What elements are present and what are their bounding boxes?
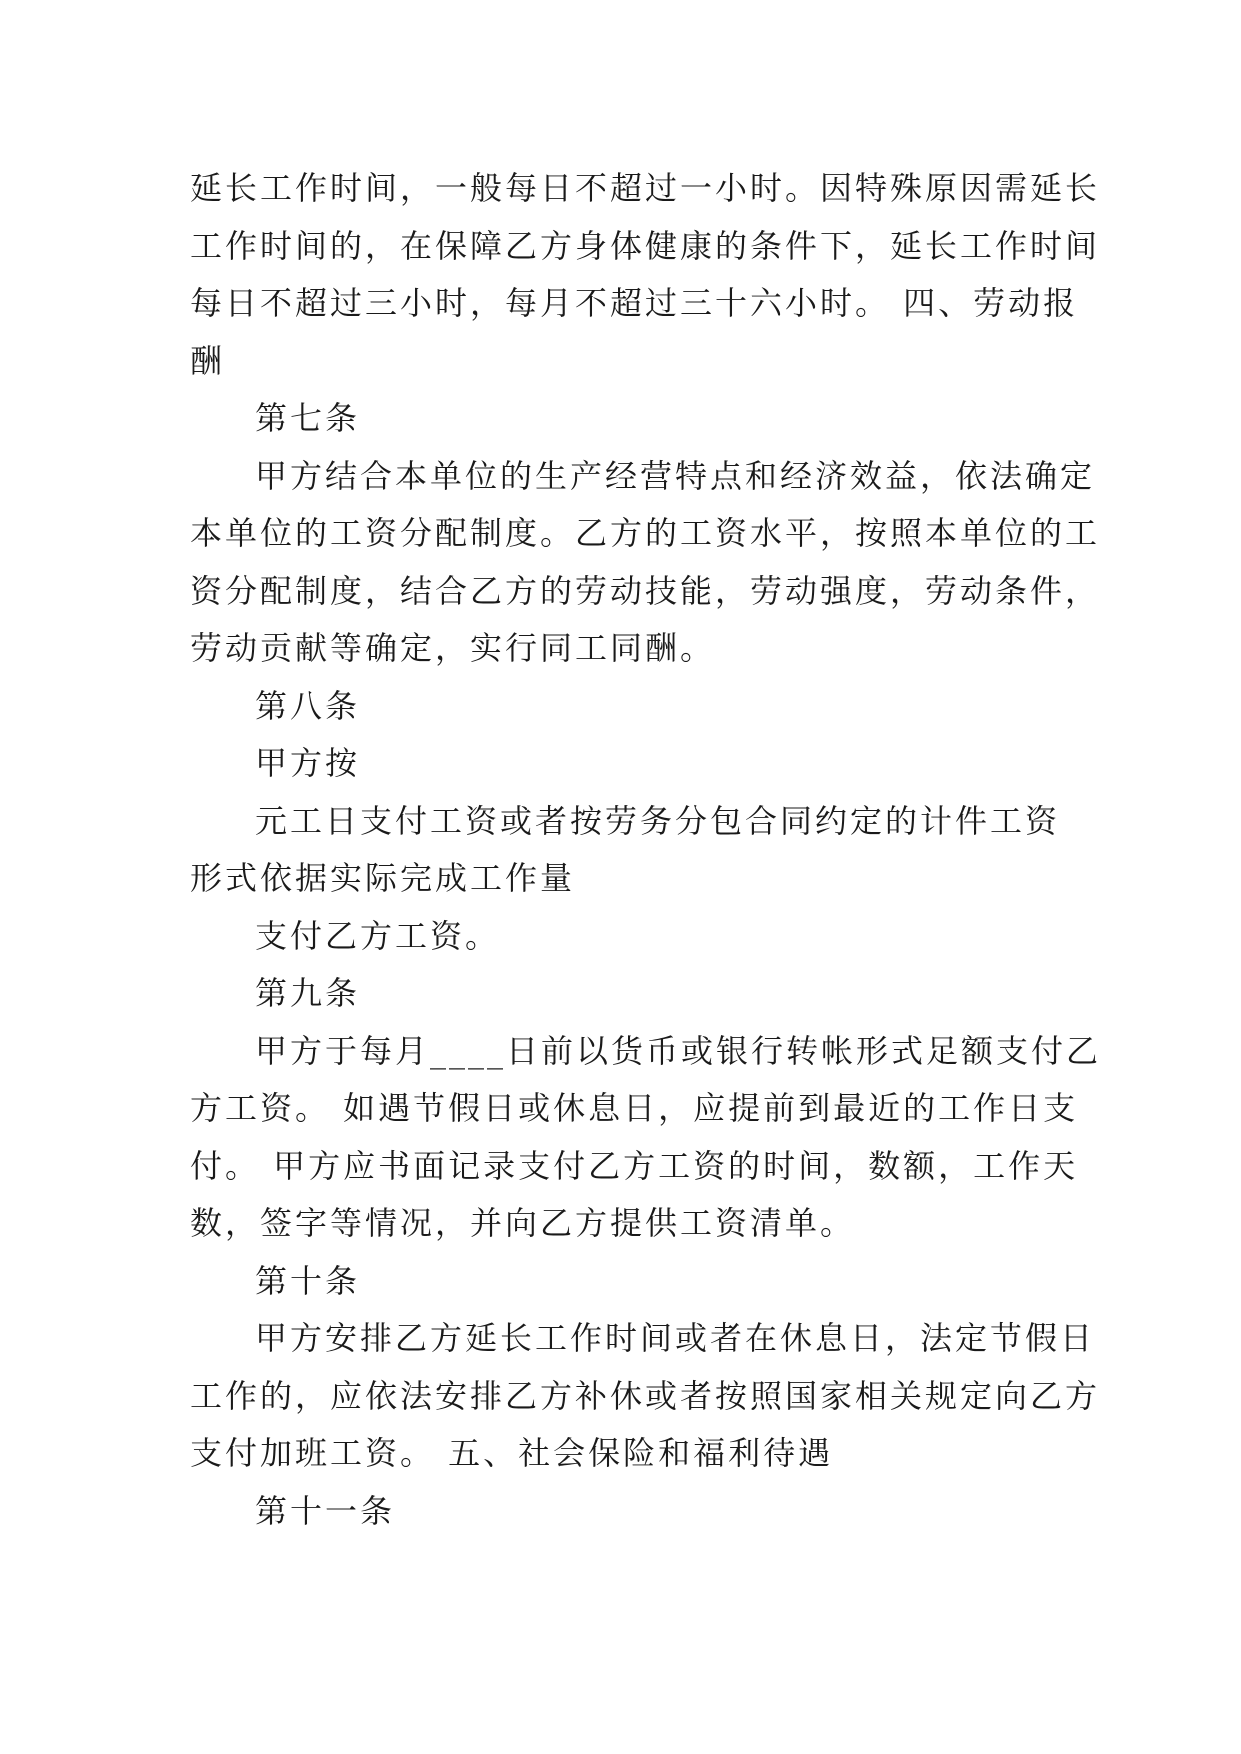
document-line: 甲方安排乙方延长工作时间或者在休息日，法定节假日 — [255, 1319, 1096, 1357]
document-line: 本单位的工资分配制度。乙方的工资水平，按照本单位的工 — [190, 514, 1101, 552]
document-line: 工作时间的，在保障乙方身体健康的条件下，延长工作时间 — [190, 226, 1101, 265]
document-line: 甲方按 — [255, 744, 361, 782]
document-line: 第九条 — [255, 974, 361, 1012]
document-line: 方工资。 如遇节假日或休息日，应提前到最近的工作日支 — [190, 1089, 1079, 1127]
document-line: 元工日支付工资或者按劳务分包合同约定的计件工资 — [255, 801, 1061, 840]
document-line: 甲方于每月____日前以货币或银行转帐形式足额支付乙 — [255, 1031, 1102, 1070]
document-line: 形式依据实际完成工作量 — [190, 859, 576, 897]
document-line: 支付加班工资。 五、社会保险和福利待遇 — [190, 1434, 834, 1472]
document-line: 第十一条 — [255, 1491, 396, 1530]
document-line: 工作的，应依法安排乙方补休或者按照国家相关规定向乙方 — [190, 1376, 1101, 1415]
document-line: 第十条 — [255, 1261, 361, 1300]
document-line: 数，签字等情况，并向乙方提供工资清单。 — [190, 1204, 856, 1242]
document-line: 资分配制度，结合乙方的劳动技能，劳动强度，劳动条件， — [190, 571, 1101, 610]
document-line: 劳动贡献等确定，实行同工同酬。 — [190, 629, 716, 667]
document-line: 第八条 — [255, 686, 361, 725]
document-body — [190, 160, 1102, 1540]
document-line: 付。 甲方应书面记录支付乙方工资的时间，数额，工作天 — [190, 1146, 1079, 1185]
document-line: 延长工作时间，一般每日不超过一小时。因特殊原因需延长 — [190, 169, 1101, 207]
document-line: 第七条 — [255, 399, 361, 437]
document-line: 甲方结合本单位的生产经营特点和经济效益，依法确定 — [255, 456, 1096, 495]
document-line: 支付乙方工资。 — [255, 916, 501, 955]
document-line: 每日不超过三小时，每月不超过三十六小时。 四、劳动报 — [190, 284, 1079, 322]
document-line: 酬 — [190, 341, 226, 380]
